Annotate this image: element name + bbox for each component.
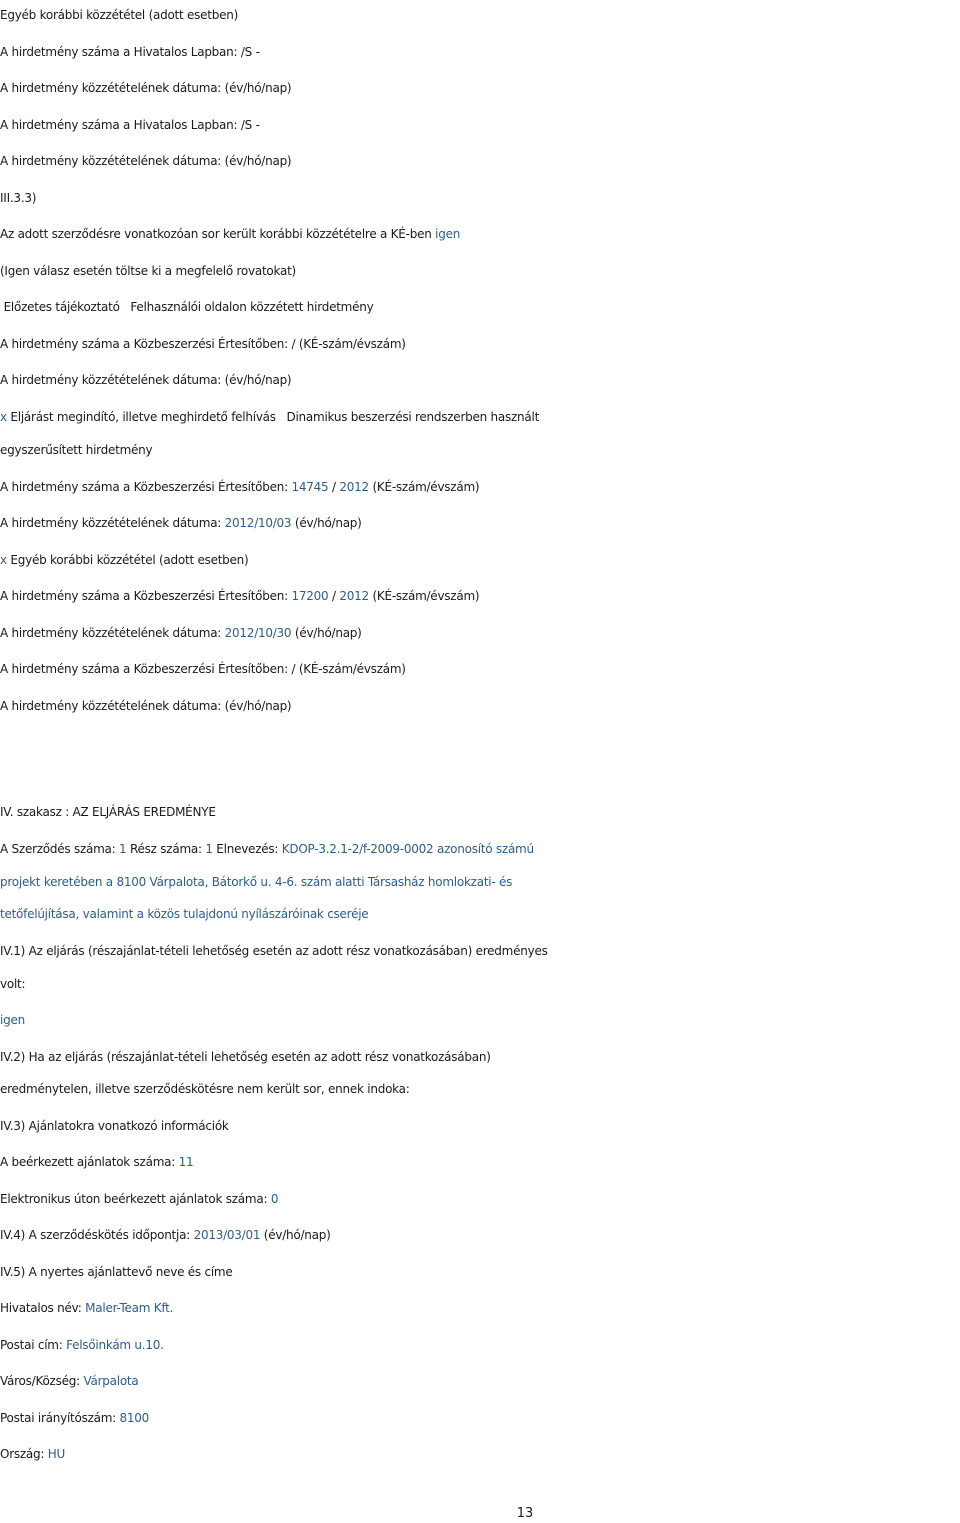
- official-name: Hivatalos név: Maler-Team Kft.: [0, 1301, 174, 1315]
- egyeb-heading: Egyéb korábbi közzététel (adott esetben): [0, 8, 239, 22]
- country: Ország: HU: [0, 1447, 66, 1461]
- page-number: 13: [516, 1506, 534, 1521]
- publication-date-line-1: A hirdetmény közzétételének dátuma: (év/hó/nap): [0, 81, 292, 95]
- contract-notice-option-cont: egyszerűsített hirdetmény: [0, 443, 153, 457]
- notice2-date: A hirdetmény közzétételének dátuma: 2012/10/30 (év/hó/nap): [0, 626, 362, 640]
- prior-publication-question: Az adott szerződésre vonatkozóan sor került korábbi közzétételre a KÉ-ben igen: [0, 227, 461, 241]
- notice1-date: A hirdetmény közzétételének dátuma: 2012/10/03 (év/hó/nap): [0, 516, 362, 530]
- ke-number-empty-2: A hirdetmény száma a Közbeszerzési Értesítőben: / (KÉ-szám/évszám): [0, 662, 406, 676]
- contract-notice-option: x Eljárást megindító, illetve meghirdető felhívás Dinamikus beszerzési rendszerben használt: [0, 410, 540, 424]
- iv2-line-1: IV.2) Ha az eljárás (részajánlat-tételi lehetőség esetén az adott rész vonatkozásában): [0, 1050, 491, 1064]
- contract-name-line-3: tetőfelújítása, valamint a közös tulajdonú nyílászáróinak cseréje: [0, 907, 369, 921]
- postal-address: Postai cím: Felsőinkám u.10.: [0, 1338, 164, 1352]
- iv5-heading: IV.5) A nyertes ajánlattevő neve és címe: [0, 1265, 233, 1279]
- checked-mark: x: [0, 410, 7, 424]
- hl-number-line-1: A hirdetmény száma a Hivatalos Lapban: /S -: [0, 45, 260, 59]
- contract-name-line-2: projekt keretében a 8100 Várpalota, Bátorkő u. 4-6. szám alatti Társasház homlokzati- és: [0, 875, 513, 889]
- publication-date-line-2: A hirdetmény közzétételének dátuma: (év/hó/nap): [0, 154, 292, 168]
- checked-mark: x: [0, 553, 7, 567]
- postal-code: Postai irányítószám: 8100: [0, 1411, 150, 1425]
- received-offers: A beérkezett ajánlatok száma: 11: [0, 1155, 194, 1169]
- other-publication-option: x Egyéb korábbi közzététel (adott esetben): [0, 553, 249, 567]
- iv4-contract-date: IV.4) A szerződéskötés időpontja: 2013/03/01 (év/hó/nap): [0, 1228, 331, 1242]
- iv1-answer: igen: [0, 1013, 25, 1027]
- prior-info-options: Előzetes tájékoztató Felhasználói oldalon közzétett hirdetmény: [0, 300, 374, 314]
- hl-number-line-2: A hirdetmény száma a Hivatalos Lapban: /S -: [0, 118, 260, 132]
- contract-line-1: A Szerződés száma: 1 Rész száma: 1 Elnevezés: KDOP-3.2.1-2/f-2009-0002 azonosító számú: [0, 842, 534, 856]
- notice2-ke-number: A hirdetmény száma a Közbeszerzési Értesítőben: 17200 / 2012 (KÉ-szám/évszám): [0, 589, 480, 603]
- prior-publication-answer: igen: [435, 227, 461, 241]
- iv1-question-line-1: IV.1) Az eljárás (részajánlat-tételi lehetőség esetén az adott rész vonatkozásában) eredményes: [0, 944, 548, 958]
- ke-number-empty: A hirdetmény száma a Közbeszerzési Értesítőben: / (KÉ-szám/évszám): [0, 337, 406, 351]
- publication-date-empty-2: A hirdetmény közzétételének dátuma: (év/hó/nap): [0, 699, 292, 713]
- section-number-iii-3-3: III.3.3): [0, 191, 37, 205]
- iv2-line-2: eredménytelen, illetve szerződéskötésre nem került sor, ennek indoka:: [0, 1082, 410, 1096]
- section-iv-title: IV. szakasz : AZ ELJÁRÁS EREDMÉNYE: [0, 805, 216, 819]
- notice1-ke-number: A hirdetmény száma a Közbeszerzési Értesítőben: 14745 / 2012 (KÉ-szám/évszám): [0, 480, 480, 494]
- iv3-heading: IV.3) Ajánlatokra vonatkozó információk: [0, 1119, 229, 1133]
- fill-instruction: (Igen válasz esetén töltse ki a megfelelő rovatokat): [0, 264, 296, 278]
- electronic-offers: Elektronikus úton beérkezett ajánlatok száma: 0: [0, 1192, 279, 1206]
- city: Város/Község: Várpalota: [0, 1374, 139, 1388]
- iv1-question-line-2: volt:: [0, 977, 26, 991]
- publication-date-empty: A hirdetmény közzétételének dátuma: (év/hó/nap): [0, 373, 292, 387]
